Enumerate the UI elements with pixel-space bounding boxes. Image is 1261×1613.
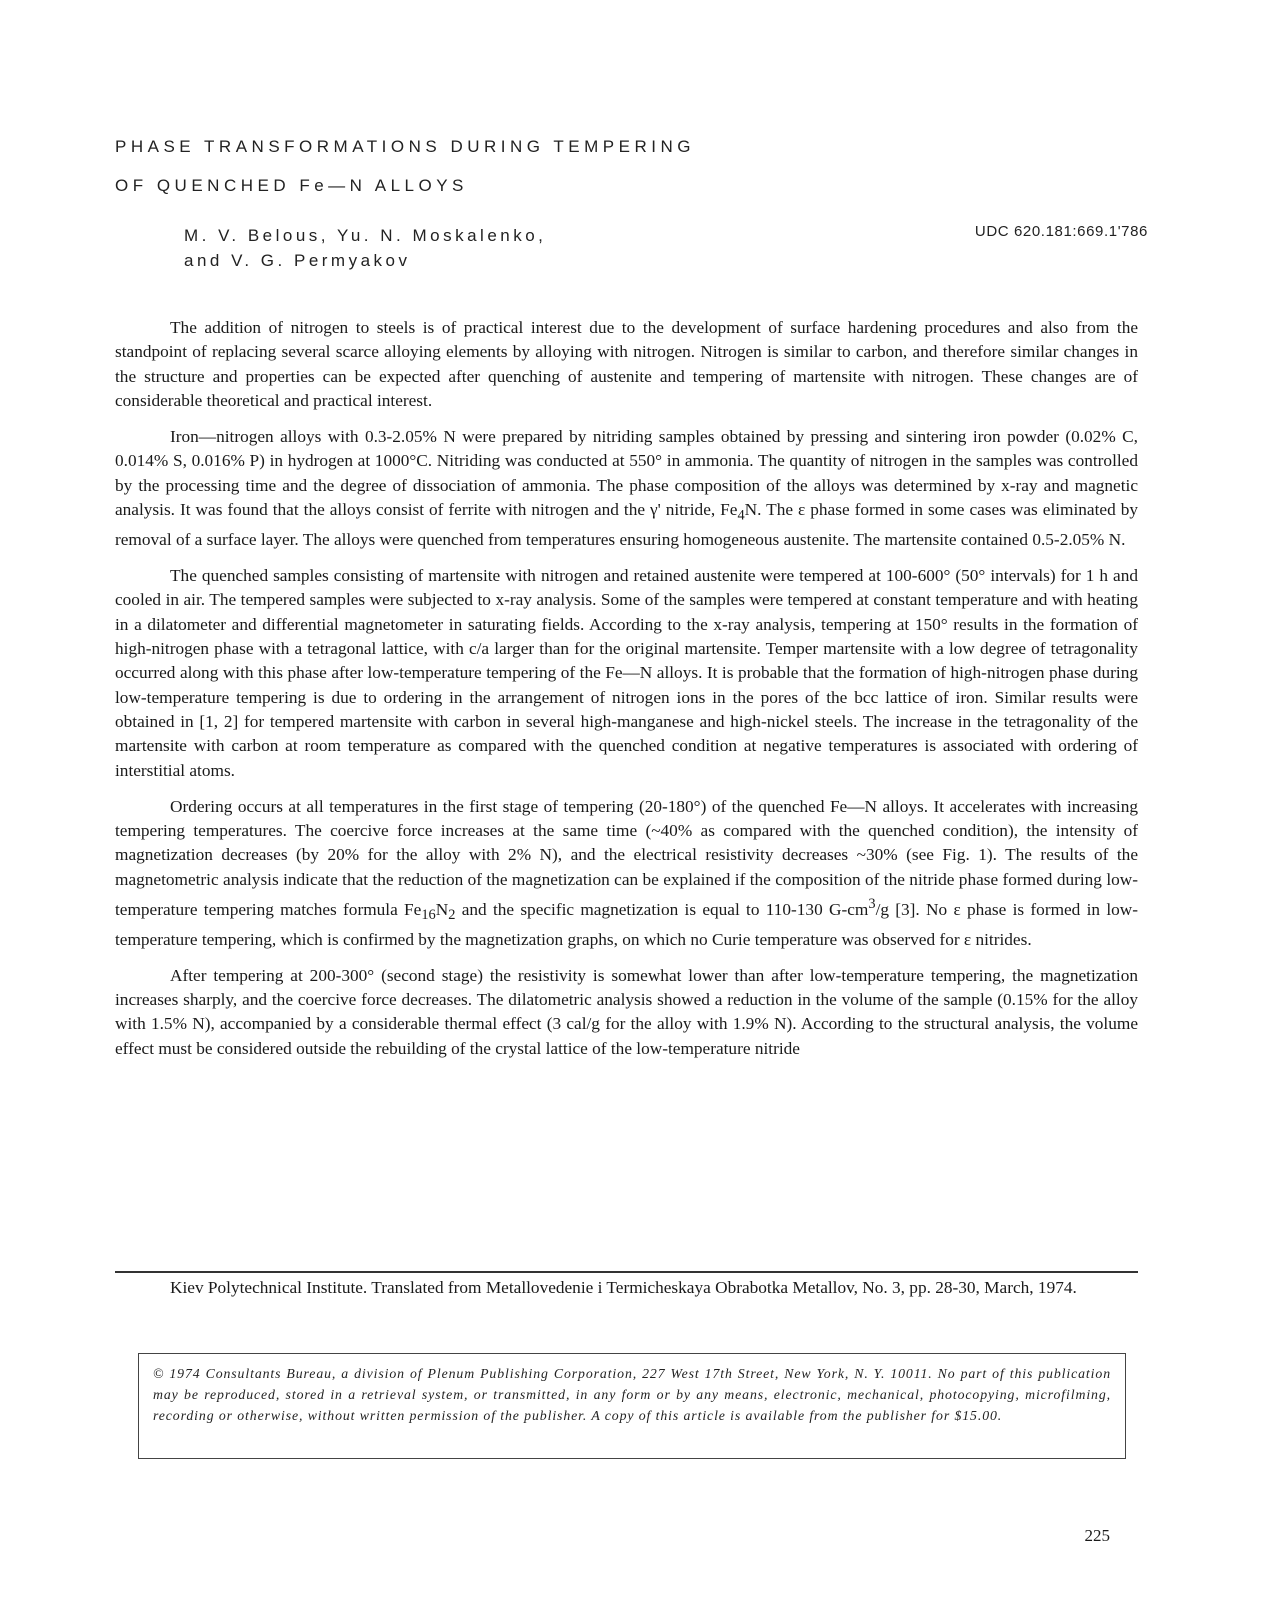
footnote-divider [115, 1271, 1138, 1273]
paragraph-4 [115, 795, 1138, 952]
paragraph-5: After tempering at 200-300° (second stage) the resistivity is somewhat lower than after low-temperature tempering, the magnetization increases sharply, and the coercive force decreases. The dilatometric analysis showed a reduction in the volume of the sample (0.15% for the alloy with 1.5% N), accompanied by a considerable thermal effect (3 cal/g for the alloy with 1.9% N). According to the structural analysis, the volume effect must be considered outside the rebuilding of the crystal lattice of the low-temperature nitride [115, 965, 1138, 1058]
paragraph-4-subscript-1: 16 [421, 907, 436, 924]
paragraph-4-superscript: 3 [868, 895, 876, 912]
paragraph-4-subscript-2: 2 [448, 907, 456, 924]
udc-code: UDC 620.181:669.1'786 [974, 223, 1148, 240]
affiliation-footnote: Kiev Polytechnical Institute. Translated from Metallovedenie i Termicheskaya Obrabotka Metallov, No. 3, pp. 28-30, March, 1974. [170, 1278, 1077, 1297]
copyright-notice: © 1974 Consultants Bureau, a division of Plenum Publishing Corporation, 227 West 17th Street, New York, N. Y. 10011. No part of this publication may be reproduced, stored in a retrieval system, or transmitted, in any form or by any means, electronic, mechanical, photocopying, microfilming, recording or otherwise, without written permission of the publisher. A copy of this article is available from the publisher for $15.00. [138, 1353, 1126, 1459]
paragraph-2-text-b: N. The ε phase formed in some cases was eliminated by removal of a surface layer. The alloys were quenched from temperatures ensuring homogeneous austenite. The martensite contained 0.5-2.05% N. [115, 500, 1138, 549]
authors-line-1: M. V. Belous, Yu. N. Moskalenko, [184, 226, 547, 245]
article-title-line-1: PHASE TRANSFORMATIONS DURING TEMPERING [115, 137, 695, 156]
article-title-line-2: OF QUENCHED Fe—N ALLOYS [115, 176, 468, 195]
authors-line-2: and V. G. Permyakov [184, 251, 411, 270]
paragraph-2 [115, 425, 1138, 552]
paragraph-2-subscript: 4 [737, 507, 745, 524]
paragraph-1: The addition of nitrogen to steels is of practical interest due to the development of surface hardening procedures and also from the standpoint of replacing several scarce alloying elements by alloying with nitrogen. Nitrogen is similar to carbon, and therefore similar changes in the structure and properties can be expected after quenching of austenite and tempering of martensite with nitrogen. These changes are of considerable theoretical and practical interest. [115, 318, 1138, 410]
paragraph-4-text-c: and the specific magnetization is equal to 110-130 G-cm [455, 899, 869, 919]
article-body [115, 316, 1138, 1073]
paragraph-4-text-a: Ordering occurs at all temperatures in the first stage of tempering (20-180°) of the quenched Fe—N alloys. It accelerates with increasing tempering temperatures. The coercive force increases at the same time (~40% as compared with the quenched condition), the intensity of magnetization decreases (by 20% for the alloy with 2% N), and the electrical resistivity decreases ~30% (see Fig. 1). The results of the magnetometric analysis indicate that the reduction of the magnetization can be explained if the composition of the nitride phase formed during low-temperature tempering matches formula Fe [115, 796, 1138, 919]
paragraph-2-text-a: Iron—nitrogen alloys with 0.3-2.05% N were prepared by nitriding samples obtained by pressing and sintering iron powder (0.02% C, 0.014% S, 0.016% P) in hydrogen at 1000°C. Nitriding was conducted at 550° in ammonia. The quantity of nitrogen in the samples was controlled by the processing time and the degree of dissociation of ammonia. The phase composition of the alloys was determined by x-ray and magnetic analysis. It was found that the alloys consist of ferrite with nitrogen and the γ' nitride, Fe [115, 427, 1138, 520]
page-number: 225 [1084, 1526, 1110, 1545]
author-list [184, 223, 744, 273]
paragraph-4-text-b: N [435, 899, 449, 919]
paragraph-4-text-d: /g [3]. No ε phase is formed in low-temperature tempering, which is confirmed by the magnetization graphs, on which no Curie temperature was observed for ε nitrides. [115, 899, 1139, 949]
paragraph-3: The quenched samples consisting of martensite with nitrogen and retained austenite were tempered at 100-600° (50° intervals) for 1 h and cooled in air. The tempered samples were subjected to x-ray analysis. Some of the samples were tempered at constant temperature and with heating in a dilatometer and differential magnetometer in saturating fields. According to the x-ray analysis, tempering at 150° results in the formation of high-nitrogen phase with a tetragonal lattice, with c/a larger than for the original martensite. Temper martensite with a low degree of tetragonality occurred along with this phase after low-temperature tempering of the Fe—N alloys. It is probable that the formation of high-nitrogen phase during low-temperature tempering is due to ordering in the arrangement of nitrogen ions in the pores of the bcc lattice of iron. Similar results were obtained in [1, 2] for tempered martensite with carbon in several high-manganese and high-nickel steels. The increase in the tetragonality of the martensite with carbon at room temperature as compared with the quenched condition at negative temperatures is associated with ordering of interstitial atoms. [115, 566, 1138, 780]
